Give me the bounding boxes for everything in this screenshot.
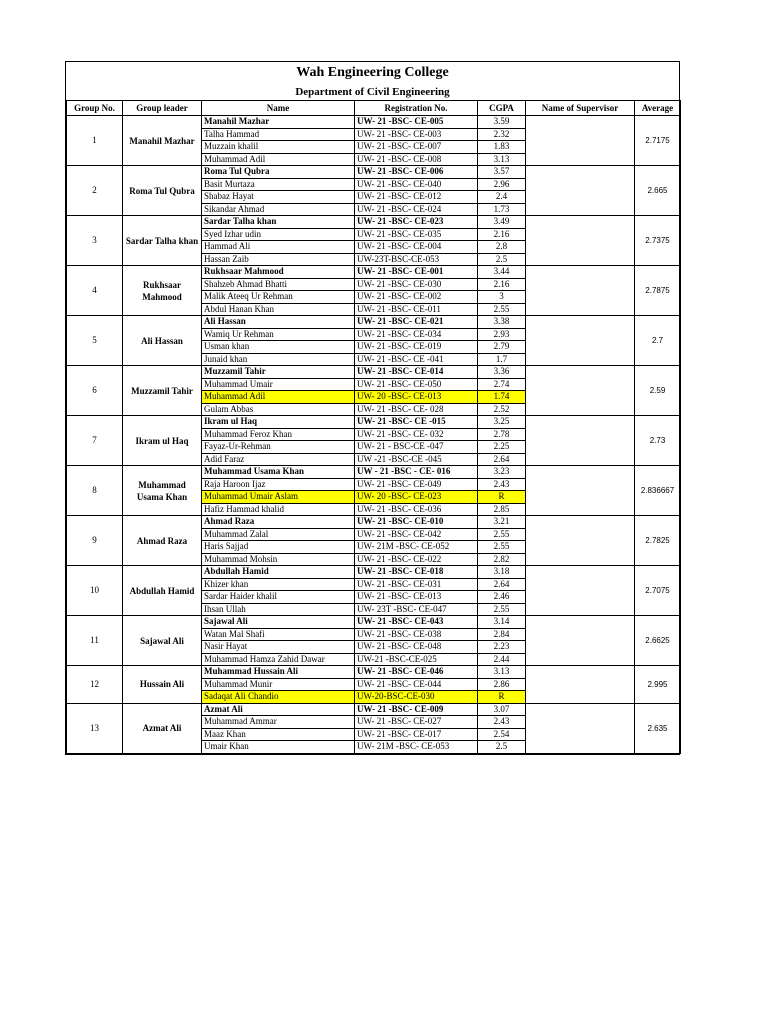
group-average: 2.7075 [635, 566, 681, 616]
supervisor-name [526, 416, 635, 466]
college-title: Wah Engineering College [296, 65, 449, 80]
supervisor-name [526, 703, 635, 753]
group-number: 3 [67, 216, 123, 266]
member-name: Muhammad Feroz Khan [202, 428, 355, 441]
cgpa-value: 2.64 [478, 578, 526, 591]
member-name: Abdul Hanan Khan [202, 303, 355, 316]
member-name: Watan Mal Shafi [202, 628, 355, 641]
registration-no: UW- 21 -BSC- CE -041 [355, 353, 478, 366]
group-number: 4 [67, 266, 123, 316]
cgpa-value: R [478, 691, 526, 704]
registration-no: UW- 21 -BSC- CE-013 [355, 591, 478, 604]
member-name: Muhammad Hamza Zahid Dawar [202, 653, 355, 666]
registration-no: UW- 21 -BSC- CE-036 [355, 503, 478, 516]
member-name: Junaid khan [202, 353, 355, 366]
registration-no: UW- 21 -BSC- CE-002 [355, 291, 478, 304]
cgpa-value: 3.13 [478, 666, 526, 679]
registration-no: UW- 21 -BSC- CE-007 [355, 141, 478, 154]
member-name: Muhammad Munir [202, 678, 355, 691]
cgpa-value: 2.44 [478, 653, 526, 666]
registration-no: UW- 21 -BSC- CE-021 [355, 316, 478, 329]
registration-no: UW- 21 -BSC- CE- 032 [355, 428, 478, 441]
member-name: Muhammad Zalal [202, 528, 355, 541]
registration-no: UW- 21M -BSC- CE-053 [355, 741, 478, 754]
group-leader: Ali Hassan [123, 316, 202, 366]
table-row [67, 416, 681, 429]
col-header-supervisor: Name of Supervisor [526, 101, 635, 116]
table-row [67, 466, 681, 479]
cgpa-value: R [478, 491, 526, 504]
group-leader: Rukhsaar Mahmood [123, 266, 202, 316]
cgpa-value: 1.73 [478, 203, 526, 216]
group-number: 7 [67, 416, 123, 466]
group-leader: Ahmad Raza [123, 516, 202, 566]
group-leader: Ikram ul Haq [123, 416, 202, 466]
member-name: Muzzain khalil [202, 141, 355, 154]
cgpa-value: 2.78 [478, 428, 526, 441]
header-row [67, 101, 681, 116]
member-name: Muhammad Usama Khan [202, 466, 355, 479]
col-header-registration: Registration No. [355, 101, 478, 116]
cgpa-value: 2.55 [478, 528, 526, 541]
cgpa-value: 2.32 [478, 128, 526, 141]
table-row [67, 666, 681, 679]
cgpa-value: 3 [478, 291, 526, 304]
group-average: 2.635 [635, 703, 681, 753]
group-average: 2.995 [635, 666, 681, 704]
registration-no: UW- 21 -BSC- CE-004 [355, 241, 478, 254]
cgpa-value: 1.7 [478, 353, 526, 366]
registration-no: UW-23T-BSC-CE-053 [355, 253, 478, 266]
cgpa-value: 1.83 [478, 141, 526, 154]
cgpa-value: 3.38 [478, 316, 526, 329]
registration-no: UW- 21 -BSC- CE-006 [355, 166, 478, 179]
registration-no: UW- 21 -BSC- CE-012 [355, 191, 478, 204]
group-list-sheet [65, 61, 680, 755]
cgpa-value: 2.55 [478, 603, 526, 616]
group-number: 10 [67, 566, 123, 616]
registration-no: UW- 21 -BSC- CE-005 [355, 116, 478, 129]
registration-no: UW- 21M -BSC- CE-052 [355, 541, 478, 554]
group-average: 2.73 [635, 416, 681, 466]
registration-no: UW- 21 -BSC- CE-009 [355, 703, 478, 716]
registration-no: UW- 21 -BSC- CE-050 [355, 378, 478, 391]
member-name: Gulam Abbas [202, 403, 355, 416]
group-number: 9 [67, 516, 123, 566]
registration-no: UW- 21 -BSC- CE-014 [355, 366, 478, 379]
group-average: 2.7 [635, 316, 681, 366]
cgpa-value: 2.46 [478, 591, 526, 604]
member-name: Roma Tul Qubra [202, 166, 355, 179]
registration-no: UW- 21 -BSC- CE-035 [355, 228, 478, 241]
group-leader: Hussain Ali [123, 666, 202, 704]
table-row [67, 266, 681, 279]
cgpa-value: 3.44 [478, 266, 526, 279]
group-average: 2.7375 [635, 216, 681, 266]
registration-no: UW - 21 -BSC - CE- 016 [355, 466, 478, 479]
supervisor-name [526, 566, 635, 616]
registration-no: UW- 21 -BSC- CE-042 [355, 528, 478, 541]
table-row [67, 703, 681, 716]
member-name: Sadaqat Ali Chandio [202, 691, 355, 704]
group-leader: Azmat Ali [123, 703, 202, 753]
col-header-name: Name [202, 101, 355, 116]
member-name: Ihsan Ullah [202, 603, 355, 616]
group-number: 1 [67, 116, 123, 166]
registration-no: UW- 21 - BSC-CE -047 [355, 441, 478, 454]
member-name: Raja Haroon Ijaz [202, 478, 355, 491]
cgpa-value: 2.16 [478, 228, 526, 241]
group-leader: Manahil Mazhar [123, 116, 202, 166]
cgpa-value: 2.84 [478, 628, 526, 641]
member-name: Shahzeb Ahmad Bhatti [202, 278, 355, 291]
registration-no: UW- 21 -BSC- CE-034 [355, 328, 478, 341]
registration-no: UW- 21 -BSC- CE-022 [355, 553, 478, 566]
member-name: Wamiq Ur Rehman [202, 328, 355, 341]
registration-no: UW- 21 -BSC- CE- 028 [355, 403, 478, 416]
registration-no: UW- 20 -BSC- CE-023 [355, 491, 478, 504]
group-average: 2.7175 [635, 116, 681, 166]
cgpa-value: 3.57 [478, 166, 526, 179]
member-name: Talha Hammad [202, 128, 355, 141]
department-title: Department of Civil Engineering [295, 86, 450, 98]
member-name: Maaz Khan [202, 728, 355, 741]
member-name: Muhammad Adil [202, 153, 355, 166]
group-leader: Muzzamil Tahir [123, 366, 202, 416]
cgpa-value: 3.25 [478, 416, 526, 429]
member-name: Ahmad Raza [202, 516, 355, 529]
member-name: Usman khan [202, 341, 355, 354]
group-number: 6 [67, 366, 123, 416]
member-name: Muhammad Umair [202, 378, 355, 391]
member-name: Muhammad Ammar [202, 716, 355, 729]
group-number: 12 [67, 666, 123, 704]
cgpa-value: 3.07 [478, 703, 526, 716]
registration-no: UW- 21 -BSC- CE-018 [355, 566, 478, 579]
cgpa-value: 3.49 [478, 216, 526, 229]
cgpa-value: 3.14 [478, 616, 526, 629]
member-name: Ali Hassan [202, 316, 355, 329]
cgpa-value: 2.8 [478, 241, 526, 254]
cgpa-value: 2.43 [478, 478, 526, 491]
member-name: Syed Izhar udin [202, 228, 355, 241]
cgpa-value: 3.23 [478, 466, 526, 479]
group-leader: Roma Tul Qubra [123, 166, 202, 216]
registration-no: UW- 21 -BSC- CE-003 [355, 128, 478, 141]
supervisor-name [526, 266, 635, 316]
registration-no: UW- 21 -BSC- CE-040 [355, 178, 478, 191]
cgpa-value: 2.55 [478, 541, 526, 554]
supervisor-name [526, 166, 635, 216]
group-number: 13 [67, 703, 123, 753]
registration-no: UW- 21 -BSC- CE-001 [355, 266, 478, 279]
group-leader: Muhammad Usama Khan [123, 466, 202, 516]
registration-no: UW- 21 -BSC- CE-017 [355, 728, 478, 741]
member-name: Azmat Ali [202, 703, 355, 716]
cgpa-value: 2.93 [478, 328, 526, 341]
registration-no: UW- 21 -BSC- CE-010 [355, 516, 478, 529]
group-average: 2.836667 [635, 466, 681, 516]
cgpa-value: 3.59 [478, 116, 526, 129]
supervisor-name [526, 216, 635, 266]
cgpa-value: 2.64 [478, 453, 526, 466]
group-average: 2.59 [635, 366, 681, 416]
supervisor-name [526, 516, 635, 566]
registration-no: UW- 21 -BSC- CE-019 [355, 341, 478, 354]
table-row [67, 116, 681, 129]
member-name: Haris Sajjad [202, 541, 355, 554]
member-name: Rukhsaar Mahmood [202, 266, 355, 279]
table-row [67, 316, 681, 329]
cgpa-value: 2.55 [478, 303, 526, 316]
group-leader: Sajawal Ali [123, 616, 202, 666]
registration-no: UW -21 -BSC-CE -045 [355, 453, 478, 466]
member-name: Hassan Zaib [202, 253, 355, 266]
cgpa-value: 3.13 [478, 153, 526, 166]
group-number: 2 [67, 166, 123, 216]
table-row [67, 516, 681, 529]
supervisor-name [526, 316, 635, 366]
cgpa-value: 3.36 [478, 366, 526, 379]
cgpa-value: 2.5 [478, 741, 526, 754]
cgpa-value: 2.43 [478, 716, 526, 729]
member-name: Fayaz-Ur-Rehman [202, 441, 355, 454]
registration-no: UW- 21 -BSC- CE-023 [355, 216, 478, 229]
registration-no: UW- 21 -BSC- CE-024 [355, 203, 478, 216]
registration-no: UW- 21 -BSC- CE-049 [355, 478, 478, 491]
member-name: Muhammad Hussain Ali [202, 666, 355, 679]
cgpa-value: 2.86 [478, 678, 526, 691]
registration-no: UW- 21 -BSC- CE-011 [355, 303, 478, 316]
group-leader: Abdullah Hamid [123, 566, 202, 616]
supervisor-name [526, 366, 635, 416]
table-row [67, 616, 681, 629]
registration-no: UW- 20 -BSC- CE-013 [355, 391, 478, 404]
cgpa-value: 3.21 [478, 516, 526, 529]
group-average: 2.7875 [635, 266, 681, 316]
cgpa-value: 2.79 [478, 341, 526, 354]
cgpa-value: 2.52 [478, 403, 526, 416]
member-name: Malik Ateeq Ur Rehman [202, 291, 355, 304]
registration-no: UW- 21 -BSC- CE-027 [355, 716, 478, 729]
registration-no: UW- 21 -BSC- CE-048 [355, 641, 478, 654]
member-name: Muhammad Umair Aslam [202, 491, 355, 504]
table-row [67, 566, 681, 579]
member-name: Muzzamil Tahir [202, 366, 355, 379]
cgpa-value: 3.18 [478, 566, 526, 579]
registration-no: UW- 21 -BSC- CE-030 [355, 278, 478, 291]
col-header-cgpa: CGPA [478, 101, 526, 116]
member-name: Sikandar Ahmad [202, 203, 355, 216]
member-name: Basit Murtaza [202, 178, 355, 191]
registration-no: UW- 21 -BSC- CE-046 [355, 666, 478, 679]
groups-body [67, 116, 681, 754]
table-row [67, 366, 681, 379]
member-name: Muhammad Adil [202, 391, 355, 404]
cgpa-value: 2.54 [478, 728, 526, 741]
registration-no: UW- 21 -BSC- CE -015 [355, 416, 478, 429]
col-header-group-leader: Group leader [123, 101, 202, 116]
member-name: Sardar Talha khan [202, 216, 355, 229]
member-name: Sardar Haider khalil [202, 591, 355, 604]
supervisor-name [526, 666, 635, 704]
member-name: Hammad Ali [202, 241, 355, 254]
cgpa-value: 2.85 [478, 503, 526, 516]
table-row [67, 166, 681, 179]
cgpa-value: 2.16 [478, 278, 526, 291]
member-name: Ikram ul Haq [202, 416, 355, 429]
group-number: 8 [67, 466, 123, 516]
member-name: Muhammad Mohsin [202, 553, 355, 566]
supervisor-name [526, 116, 635, 166]
registration-no: UW- 21 -BSC- CE-008 [355, 153, 478, 166]
col-header-group-no: Group No. [67, 101, 123, 116]
member-name: Adid Faraz [202, 453, 355, 466]
group-number: 5 [67, 316, 123, 366]
group-average: 2.7825 [635, 516, 681, 566]
groups-table [66, 100, 681, 754]
cgpa-value: 2.82 [478, 553, 526, 566]
member-name: Hafiz Hammad khalid [202, 503, 355, 516]
member-name: Shabaz Hayat [202, 191, 355, 204]
registration-no: UW-20-BSC-CE-030 [355, 691, 478, 704]
cgpa-value: 1.74 [478, 391, 526, 404]
cgpa-value: 2.25 [478, 441, 526, 454]
cgpa-value: 2.5 [478, 253, 526, 266]
supervisor-name [526, 616, 635, 666]
registration-no: UW- 21 -BSC- CE-038 [355, 628, 478, 641]
registration-no: UW- 23T -BSC- CE-047 [355, 603, 478, 616]
registration-no: UW- 21 -BSC- CE-044 [355, 678, 478, 691]
member-name: Abdullah Hamid [202, 566, 355, 579]
member-name: Khizer khan [202, 578, 355, 591]
group-leader: Sardar Talha khan [123, 216, 202, 266]
group-average: 2.665 [635, 166, 681, 216]
cgpa-value: 2.4 [478, 191, 526, 204]
col-header-average: Average [635, 101, 681, 116]
member-name: Umair Khan [202, 741, 355, 754]
cgpa-value: 2.96 [478, 178, 526, 191]
table-row [67, 216, 681, 229]
member-name: Nasir Hayat [202, 641, 355, 654]
supervisor-name [526, 466, 635, 516]
cgpa-value: 2.74 [478, 378, 526, 391]
cgpa-value: 2.23 [478, 641, 526, 654]
registration-no: UW- 21 -BSC- CE-043 [355, 616, 478, 629]
registration-no: UW-21 -BSC-CE-025 [355, 653, 478, 666]
group-number: 11 [67, 616, 123, 666]
registration-no: UW- 21 -BSC- CE-031 [355, 578, 478, 591]
member-name: Manahil Mazhar [202, 116, 355, 129]
group-average: 2.6625 [635, 616, 681, 666]
member-name: Sajawal Ali [202, 616, 355, 629]
